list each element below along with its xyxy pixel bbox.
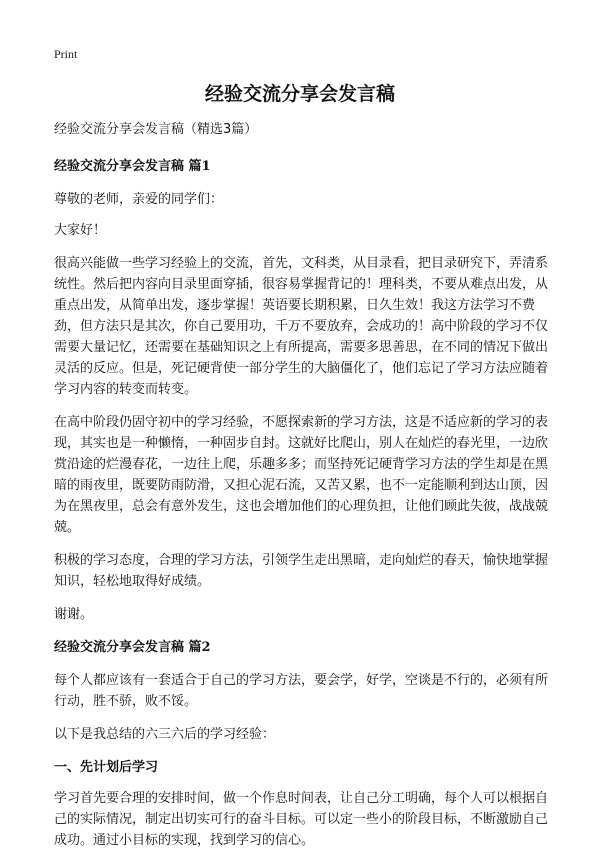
print-link[interactable]: Print [54,47,78,61]
document-body [54,119,548,863]
section-1-paragraph-2: 在高中阶段仍固守初中的学习经验，不愿探索新的学习方法，这是不适应新的学习的表现，其实也是一种懒惰，一种固步自封。这就好比爬山，别人在灿烂的春光里，一边欣赏沿途的烂漫春花，一边往上爬，乐趣多多；而坚持死记硬背学习方法的学生却是在黑暗的雨夜里，既要防雨防滑，又担心泥石流，又苦又累，也不一定能顺利到达山顶，因为在黑夜里，总会有意外发生，这也会增加他们的心理负担，让他们顾此失彼，战战兢兢。 [54,415,549,535]
section-1-heading: 经验交流分享会发言稿 篇1 [54,159,211,174]
section-1-hello: 大家好！ [54,223,107,238]
section-1-thanks: 谢谢。 [54,607,94,622]
section-1-greeting: 尊敬的老师，亲爱的同学们： [54,192,224,207]
section-2-heading: 经验交流分享会发言稿 篇2 [54,640,211,655]
section-1-paragraph-1: 很高兴能做一些学习经验上的交流，首先，文科类，从目录看，把目录研究下，弄清系统性。然后把内容向目录里面穿插，很容易掌握背记的！理科类，不要从难点出发，从重点出发，从简单出发，逐步掌握！英语要长期积累，日久生效！我这方法学习不费劲，但方法只是其次，你自己要用功，千万不要放弃，会成功的！高中阶段的学习不仅需要大量记忆，还需要在基础知识之上有所提高，需要多思善思，在不同的情况下做出灵活的反应。但是，死记硬背使一部分学生的大脑僵化了，他们忘记了学习方法应随着学习内容的转变而转变。 [54,256,549,397]
section-2-paragraph-1: 每个人都应该有一套适合于自己的学习方法，要会学，好学，空谈是不行的，必须有所行动，胜不骄，败不馁。 [54,673,549,709]
section-2-subheading: 一、先计划后学习 [54,760,159,775]
section-2-paragraph-3: 学习首先要合理的安排时间，做一个作息时间表，让自己分工明确，每个人可以根据自己的实际情况，制定出切实可行的奋斗目标。可以定一些小的阶段目标，不断激励自己成功。通过小目标的实现，找到学习的信心。 [54,791,549,848]
document-subtitle: 经验交流分享会发言稿（精选3篇） [54,122,258,137]
section-1-paragraph-3: 积极的学习态度，合理的学习方法，引领学生走出黑暗，走向灿烂的春天，愉快地掌握知识，轻松地取得好成绩。 [54,553,549,589]
section-2-paragraph-2: 以下是我总结的六三六后的学习经验： [54,727,276,742]
document-title: 经验交流分享会发言稿 [204,83,395,105]
